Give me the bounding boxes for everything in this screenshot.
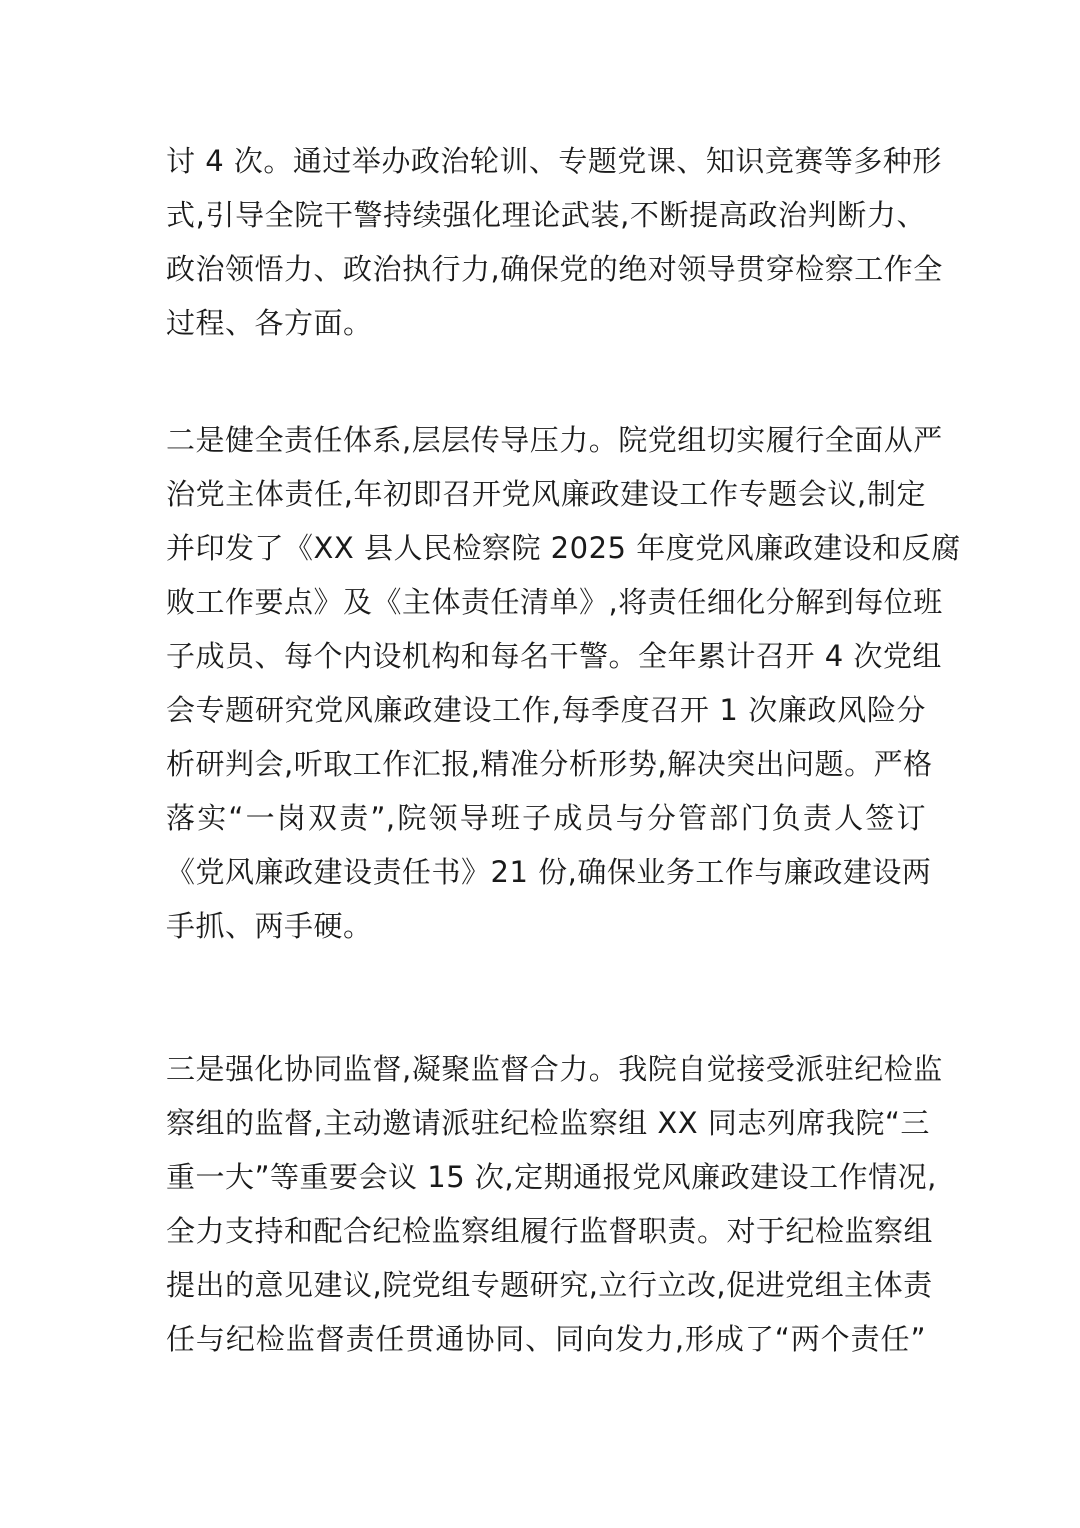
text-line: 过程、各方面。 (166, 306, 373, 340)
text-line: 全力支持和配合纪检监察组履行监督职责。对于纪检监察组 (166, 1214, 934, 1248)
paragraph-3 (166, 1042, 943, 1366)
text-line: 察组的监督,主动邀请派驻纪检监察组 XX 同志列席我院“三 (166, 1106, 930, 1140)
text-line: 二是健全责任体系,层层传导压力。院党组切实履行全面从严 (166, 423, 943, 457)
paragraph-2 (166, 413, 961, 953)
text-line: 会专题研究党风廉政建设工作,每季度召开 1 次廉政风险分 (166, 693, 926, 727)
text-line: 政治领悟力、政治执行力,确保党的绝对领导贯穿检察工作全 (166, 252, 943, 286)
text-line: 并印发了《XX 县人民检察院 2025 年度党风廉政建设和反腐 (166, 531, 961, 565)
text-line: 子成员、每个内设机构和每名干警。全年累计召开 4 次党组 (166, 639, 942, 673)
text-line: 析研判会,听取工作汇报,精准分析形势,解决突出问题。严格 (166, 747, 933, 781)
text-line: 重一大”等重要会议 15 次,定期通报党风廉政建设工作情况, (166, 1160, 937, 1194)
text-line: 《党风廉政建设责任书》21 份,确保业务工作与廉政建设两 (166, 855, 932, 889)
paragraph-1 (166, 134, 943, 350)
text-line: 手抓、两手硬。 (166, 909, 373, 943)
text-line: 讨 4 次。通过举办政治轮训、专题党课、知识竞赛等多种形 (166, 144, 942, 178)
text-line: 治党主体责任,年初即召开党风廉政建设工作专题会议,制定 (166, 477, 926, 511)
text-line: 三是强化协同监督,凝聚监督合力。我院自觉接受派驻纪检监 (166, 1052, 943, 1086)
text-line: 任与纪检监督责任贯通协同、同向发力,形成了“两个责任” (166, 1322, 926, 1356)
text-line: 提出的意见建议,院党组专题研究,立行立改,促进党组主体责 (166, 1268, 933, 1302)
text-line: 式,引导全院干警持续强化理论武装,不断提高政治判断力、 (166, 198, 926, 232)
text-line: 败工作要点》及《主体责任清单》,将责任细化分解到每位班 (166, 585, 943, 619)
text-line: 落实“一岗双责”,院领导班子成员与分管部门负责人签订 (166, 801, 926, 835)
